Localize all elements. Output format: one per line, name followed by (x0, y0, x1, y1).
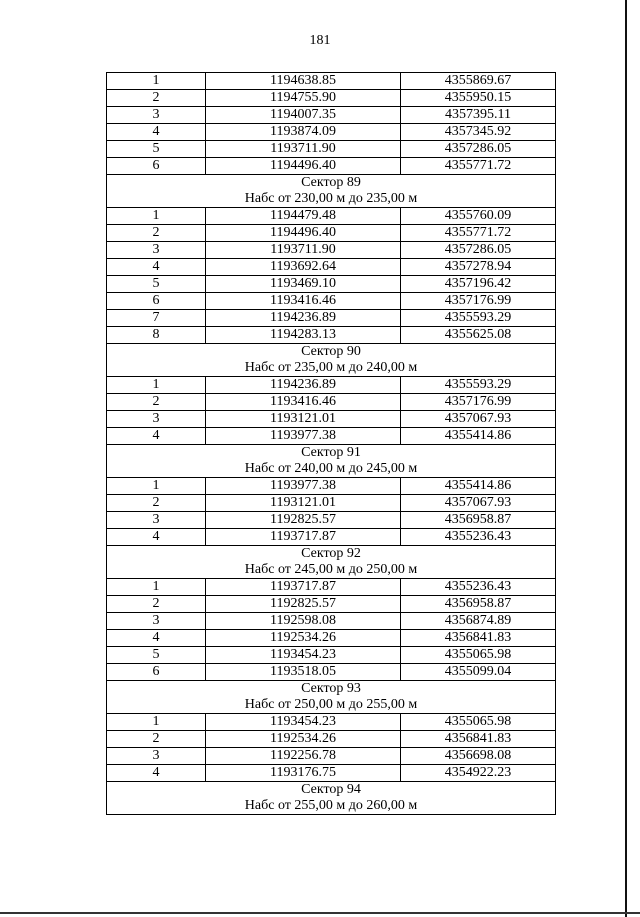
height-range-row (107, 461, 556, 478)
height-range-row (107, 191, 556, 208)
point-number-cell: 5 (107, 141, 206, 158)
y-coordinate-cell: 4355065.98 (401, 714, 556, 731)
x-coordinate-cell: 1193711.90 (206, 141, 401, 158)
point-number-cell: 5 (107, 647, 206, 664)
x-coordinate-cell: 1192825.57 (206, 512, 401, 529)
y-coordinate-cell: 4357196.42 (401, 276, 556, 293)
table-row (107, 124, 556, 141)
x-coordinate-cell: 1194755.90 (206, 90, 401, 107)
y-coordinate-cell: 4355236.43 (401, 529, 556, 546)
point-number-cell: 4 (107, 630, 206, 647)
y-coordinate-cell: 4355414.86 (401, 478, 556, 495)
table-row (107, 158, 556, 175)
point-number-cell: 1 (107, 478, 206, 495)
point-number-cell: 1 (107, 208, 206, 225)
table-row (107, 90, 556, 107)
table-row (107, 579, 556, 596)
point-number-cell: 2 (107, 596, 206, 613)
point-number-cell: 8 (107, 327, 206, 344)
table-row (107, 478, 556, 495)
point-number-cell: 1 (107, 714, 206, 731)
table-row (107, 73, 556, 90)
point-number-cell: 3 (107, 613, 206, 630)
y-coordinate-cell: 4357286.05 (401, 242, 556, 259)
table-row (107, 731, 556, 748)
y-coordinate-cell: 4357345.92 (401, 124, 556, 141)
height-range-label: Набс от 250,00 м до 255,00 м (107, 697, 556, 714)
x-coordinate-cell: 1194283.13 (206, 327, 401, 344)
table-row (107, 327, 556, 344)
x-coordinate-cell: 1193454.23 (206, 714, 401, 731)
table-row (107, 208, 556, 225)
point-number-cell: 4 (107, 765, 206, 782)
point-number-cell: 6 (107, 158, 206, 175)
point-number-cell: 4 (107, 124, 206, 141)
point-number-cell: 3 (107, 512, 206, 529)
x-coordinate-cell: 1194496.40 (206, 158, 401, 175)
x-coordinate-cell: 1193711.90 (206, 242, 401, 259)
x-coordinate-cell: 1194638.85 (206, 73, 401, 90)
y-coordinate-cell: 4355065.98 (401, 647, 556, 664)
y-coordinate-cell: 4357395.11 (401, 107, 556, 124)
y-coordinate-cell: 4355236.43 (401, 579, 556, 596)
y-coordinate-cell: 4356698.08 (401, 748, 556, 765)
height-range-row (107, 697, 556, 714)
y-coordinate-cell: 4356958.87 (401, 596, 556, 613)
x-coordinate-cell: 1193469.10 (206, 276, 401, 293)
y-coordinate-cell: 4356958.87 (401, 512, 556, 529)
sector-title: Сектор 89 (107, 175, 556, 192)
height-range-label: Набс от 230,00 м до 235,00 м (107, 191, 556, 208)
x-coordinate-cell: 1194496.40 (206, 225, 401, 242)
sector-header-row (107, 681, 556, 698)
y-coordinate-cell: 4357176.99 (401, 293, 556, 310)
x-coordinate-cell: 1193416.46 (206, 293, 401, 310)
point-number-cell: 4 (107, 259, 206, 276)
point-number-cell: 6 (107, 293, 206, 310)
table-row (107, 596, 556, 613)
sector-header-row (107, 445, 556, 462)
page-number: 181 (309, 33, 331, 48)
point-number-cell: 2 (107, 495, 206, 512)
y-coordinate-cell: 4355099.04 (401, 664, 556, 681)
y-coordinate-cell: 4355869.67 (401, 73, 556, 90)
table-row (107, 377, 556, 394)
y-coordinate-cell: 4355593.29 (401, 310, 556, 327)
page-edge-bottom (0, 912, 640, 914)
sector-title: Сектор 92 (107, 546, 556, 563)
height-range-label: Набс от 245,00 м до 250,00 м (107, 562, 556, 579)
x-coordinate-cell: 1193454.23 (206, 647, 401, 664)
x-coordinate-cell: 1192825.57 (206, 596, 401, 613)
table-row (107, 141, 556, 158)
sector-header-row (107, 344, 556, 361)
height-range-row (107, 798, 556, 815)
x-coordinate-cell: 1194236.89 (206, 310, 401, 327)
sector-title: Сектор 94 (107, 782, 556, 799)
point-number-cell: 1 (107, 377, 206, 394)
x-coordinate-cell: 1193121.01 (206, 495, 401, 512)
sector-title: Сектор 90 (107, 344, 556, 361)
x-coordinate-cell: 1193977.38 (206, 428, 401, 445)
point-number-cell: 5 (107, 276, 206, 293)
x-coordinate-cell: 1192598.08 (206, 613, 401, 630)
coordinates-table (106, 72, 556, 815)
x-coordinate-cell: 1193176.75 (206, 765, 401, 782)
y-coordinate-cell: 4355771.72 (401, 158, 556, 175)
table-row (107, 512, 556, 529)
x-coordinate-cell: 1193518.05 (206, 664, 401, 681)
point-number-cell: 3 (107, 748, 206, 765)
x-coordinate-cell: 1193692.64 (206, 259, 401, 276)
sector-header-row (107, 175, 556, 192)
sector-header-row (107, 546, 556, 563)
table-row (107, 714, 556, 731)
y-coordinate-cell: 4356874.89 (401, 613, 556, 630)
y-coordinate-cell: 4356841.83 (401, 630, 556, 647)
x-coordinate-cell: 1193717.87 (206, 529, 401, 546)
table-row (107, 613, 556, 630)
x-coordinate-cell: 1194236.89 (206, 377, 401, 394)
height-range-label: Набс от 240,00 м до 245,00 м (107, 461, 556, 478)
point-number-cell: 1 (107, 579, 206, 596)
table-row (107, 647, 556, 664)
page-edge-right (625, 0, 627, 917)
table-row (107, 428, 556, 445)
height-range-row (107, 360, 556, 377)
table-row (107, 107, 556, 124)
table-row (107, 310, 556, 327)
y-coordinate-cell: 4357067.93 (401, 411, 556, 428)
table-row (107, 259, 556, 276)
sector-title: Сектор 93 (107, 681, 556, 698)
point-number-cell: 3 (107, 411, 206, 428)
table-row (107, 242, 556, 259)
point-number-cell: 1 (107, 73, 206, 90)
height-range-label: Набс от 255,00 м до 260,00 м (107, 798, 556, 815)
y-coordinate-cell: 4355771.72 (401, 225, 556, 242)
point-number-cell: 2 (107, 225, 206, 242)
point-number-cell: 3 (107, 107, 206, 124)
x-coordinate-cell: 1193977.38 (206, 478, 401, 495)
table-row (107, 411, 556, 428)
y-coordinate-cell: 4355593.29 (401, 377, 556, 394)
table-row (107, 225, 556, 242)
y-coordinate-cell: 4354922.23 (401, 765, 556, 782)
y-coordinate-cell: 4357067.93 (401, 495, 556, 512)
y-coordinate-cell: 4355625.08 (401, 327, 556, 344)
y-coordinate-cell: 4357286.05 (401, 141, 556, 158)
x-coordinate-cell: 1193874.09 (206, 124, 401, 141)
table-row (107, 495, 556, 512)
y-coordinate-cell: 4355414.86 (401, 428, 556, 445)
x-coordinate-cell: 1192534.26 (206, 630, 401, 647)
table-row (107, 529, 556, 546)
y-coordinate-cell: 4355950.15 (401, 90, 556, 107)
height-range-label: Набс от 235,00 м до 240,00 м (107, 360, 556, 377)
x-coordinate-cell: 1194007.35 (206, 107, 401, 124)
table-row (107, 276, 556, 293)
coordinates-table-body (107, 73, 556, 815)
point-number-cell: 4 (107, 529, 206, 546)
x-coordinate-cell: 1193717.87 (206, 579, 401, 596)
point-number-cell: 2 (107, 731, 206, 748)
point-number-cell: 2 (107, 394, 206, 411)
table-row (107, 748, 556, 765)
point-number-cell: 4 (107, 428, 206, 445)
y-coordinate-cell: 4356841.83 (401, 731, 556, 748)
x-coordinate-cell: 1193121.01 (206, 411, 401, 428)
height-range-row (107, 562, 556, 579)
y-coordinate-cell: 4357176.99 (401, 394, 556, 411)
point-number-cell: 6 (107, 664, 206, 681)
x-coordinate-cell: 1193416.46 (206, 394, 401, 411)
point-number-cell: 2 (107, 90, 206, 107)
table-row (107, 664, 556, 681)
table-row (107, 394, 556, 411)
sector-header-row (107, 782, 556, 799)
point-number-cell: 3 (107, 242, 206, 259)
point-number-cell: 7 (107, 310, 206, 327)
y-coordinate-cell: 4355760.09 (401, 208, 556, 225)
x-coordinate-cell: 1194479.48 (206, 208, 401, 225)
x-coordinate-cell: 1192534.26 (206, 731, 401, 748)
sector-title: Сектор 91 (107, 445, 556, 462)
table-row (107, 765, 556, 782)
x-coordinate-cell: 1192256.78 (206, 748, 401, 765)
table-row (107, 630, 556, 647)
y-coordinate-cell: 4357278.94 (401, 259, 556, 276)
table-row (107, 293, 556, 310)
